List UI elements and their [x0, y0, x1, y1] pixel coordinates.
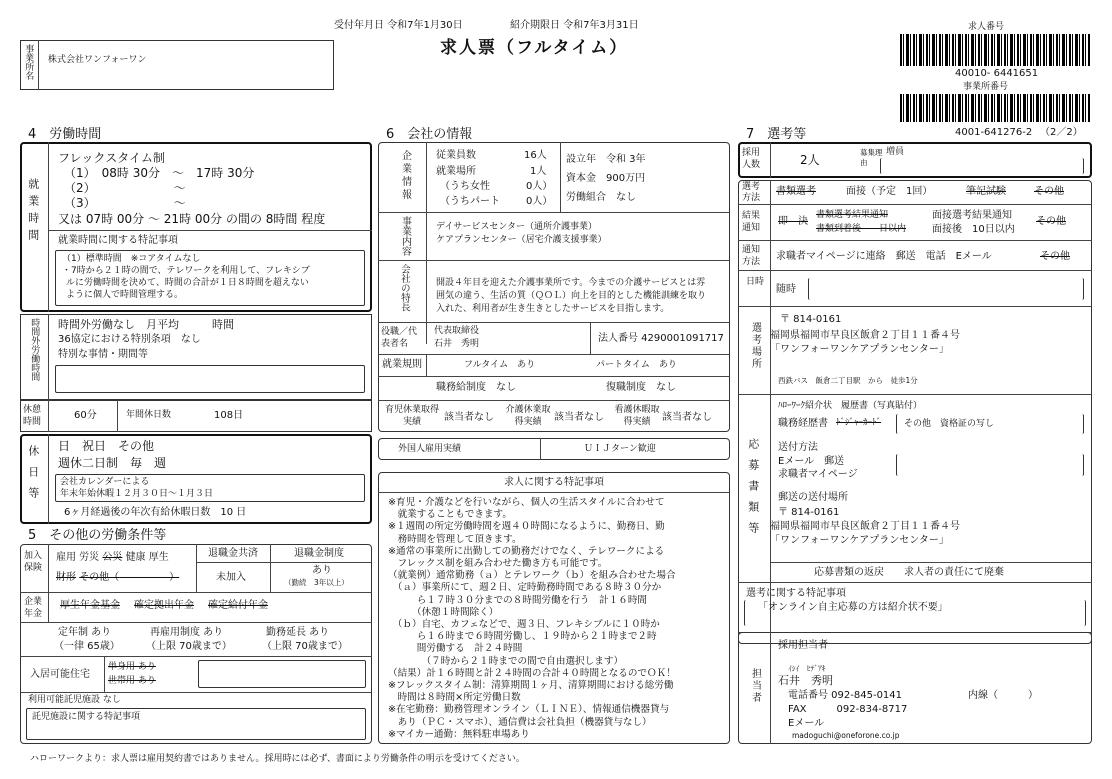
date-bracket — [808, 278, 1084, 300]
uij-turn: ＵＩＪターン歓迎 — [584, 444, 656, 454]
page-number: （2／2） — [1040, 127, 1083, 138]
contact-fax: FAX 092-834-8717 — [788, 704, 908, 715]
mail-zip: 〒 814-0161 — [778, 507, 840, 518]
contact-label: 担当者 — [749, 668, 761, 704]
documents-jobcard: ﾄﾞｼﾞｬｰｶｰﾄﾞ — [836, 418, 882, 428]
job-note: ら１６時まで６時間労働し、１９時から２１時まで２時 — [388, 631, 657, 643]
features-2: 囲気の違う、生活の質（ＱＯＬ）向上を目的とした機能訓練を取り — [436, 291, 707, 301]
selection-address-2: 「ワンフォーワンケアプランセンター」 — [770, 344, 949, 355]
female-count: 0人） — [526, 181, 553, 192]
retirement-age-detail: （一律 65歳） — [54, 641, 120, 652]
founded: 設立年 令和 3年 — [566, 154, 646, 165]
insurance-employment: 雇用 労災 — [56, 552, 100, 563]
send-method-label: 送付方法 — [778, 442, 818, 453]
business-label: 事業内容 — [399, 216, 411, 256]
selection-notes-label: 選考に関する特記事項 — [746, 588, 846, 599]
access: 西鉄バス 飯倉二丁目駅 から 徒歩1分 — [778, 376, 918, 385]
contact-email-label: Eメール — [788, 718, 825, 729]
documents-other: その他 資格証の写し — [904, 419, 995, 429]
documents-resume: 職務経歴書 — [778, 418, 828, 429]
job-number: 40010- 6441651 — [955, 68, 1039, 79]
selection-place-label: 選考場所 — [749, 322, 761, 370]
part-label: （うちパート — [440, 196, 500, 207]
hours-special-2: ・7時から２１時の間で、テレワークを利用して、フレキシブ — [62, 266, 310, 276]
flex-range: 又は 07時 00分 ～ 21時 00分 の間の 8時間 程度 — [58, 212, 326, 226]
break-box — [20, 400, 372, 432]
job-note: ※育児・介護などを行いながら、個人の生活スタイルに合わせて — [388, 497, 665, 508]
date-label: 日時 — [746, 277, 765, 287]
work-extension: 勤務延長 あり — [266, 627, 330, 638]
care-leave-label: 看護休暇取得実績 — [614, 405, 660, 427]
female-label: （うち女性 — [440, 181, 490, 192]
result-interview-days: 面接後 10日以内 — [932, 224, 1015, 235]
holiday-new-year: 年末年始休暇１２月３０日～１月３日 — [60, 489, 214, 499]
insurance-1 — [56, 552, 169, 565]
holiday-label: 休日等 — [26, 445, 40, 508]
hours-row-1: （1） 08時 30分 ～ 17時 30分 — [64, 166, 255, 180]
documents-label: 応募書類等 — [746, 438, 760, 543]
office-number: 4001-641276-2 — [955, 127, 1033, 138]
footer-note: ハローワークより：求人票は雇用契約書ではありません。採用時には必ず、書面により労働条件の明示を受けてください。 — [30, 754, 525, 764]
childcare-special: 託児施設に関する特記事項 — [32, 712, 141, 722]
mutual-aid-label: 退職金共済 — [208, 548, 258, 559]
pension-db: 確定給付年金 — [208, 600, 268, 611]
result-interview: 面接選考結果通知 — [932, 210, 1012, 221]
childcare-label: 利用可能託児施設 なし — [28, 695, 121, 705]
break-label: 休憩時間 — [23, 405, 42, 427]
reason: 増員 — [886, 147, 905, 157]
section-5-title: 5 その他の労働条件等 — [28, 528, 167, 543]
employees-label: 従業員数 — [436, 150, 476, 161]
job-note: ※通常の事業所に出勤しての勤務だけでなく、テレワークによる — [388, 545, 665, 557]
company-info-label: 企業情報 — [399, 150, 411, 202]
nursing-leave-label: 介護休業取得実績 — [505, 405, 551, 427]
result-document: 書類選考結果通知 — [816, 210, 889, 220]
holiday-calendar: 会社カレンダーによる — [60, 477, 150, 487]
capital: 資本金 900万円 — [566, 173, 646, 184]
selection-address: 福岡県福岡市早良区飯倉２丁目１１番４号 — [770, 330, 960, 341]
job-note: ※マイカー通勤：無料駐車場あり — [388, 728, 530, 740]
mutual-aid: 未加入 — [216, 572, 246, 583]
contact-name: 石井 秀明 — [778, 674, 833, 687]
housing-family: 世帯用 あり — [108, 676, 156, 686]
send-method-2: 求職者マイページ — [778, 469, 858, 480]
contact-title: 採用担当者 — [778, 640, 828, 651]
job-note: （結果）計１６時間と計２４時間の合計４０時間となるのでＯＫ！ — [388, 667, 676, 679]
retirement: あり — [312, 565, 332, 576]
mail-address-2: 「ワンフォーワンケアプランセンター」 — [770, 535, 949, 546]
flex-time: フレックスタイム制 — [58, 151, 166, 165]
annual-holiday-label: 年間休日数 — [126, 410, 172, 420]
company-name: 株式会社ワンフォーワン — [48, 55, 147, 65]
pension-fund: 厚生年金基金 — [60, 600, 120, 611]
business-1: デイサービスセンター（通所介護事業） — [436, 222, 598, 232]
care-leave: 該当者なし — [662, 412, 712, 423]
job-notes-list — [388, 497, 676, 741]
work-extension-detail: （上限 70歳まで） — [262, 641, 348, 652]
send-method-1: Eメール 郵送 — [778, 456, 845, 467]
office-number-barcode — [900, 94, 1090, 122]
job-note: ※フレックスタイム制：清算期間１ヶ月、清算期間における総労働 — [388, 680, 674, 692]
job-note: ※在宅勤務：勤務管理オンライン（ＬＩＮＥ）、情報通信機器貸与 — [388, 704, 670, 716]
retirement-label: 退職金制度 — [294, 548, 344, 559]
reason-label: 募集理由 — [860, 148, 883, 167]
overtime-label: 時間外労働時間 — [29, 318, 40, 381]
section-7-title: 7 選考等 — [746, 127, 807, 142]
page-title: 求人票（フルタイム） — [440, 38, 629, 58]
job-number-label: 求人番号 — [968, 22, 1005, 32]
result-notice-label: 結果通知 — [742, 211, 761, 233]
method-interview: 面接（予定 1回） — [846, 186, 933, 197]
insurance-other: その他（ — [79, 572, 120, 583]
insurance-public: 公災 — [102, 552, 123, 563]
section-6-title: 6 会社の情報 — [386, 127, 473, 142]
selection-notes: 「オンライン自主応募の方は紹介状不要」 — [758, 602, 948, 613]
job-note: ※１週間の所定労働時間を週４０時間になるように、勤務日、勤 — [388, 521, 665, 533]
hours-row-3: （3） ～ — [64, 196, 186, 210]
workplace-count: 1人 — [530, 166, 547, 177]
office-number-label: 事業所番号 — [963, 82, 1009, 92]
job-number-barcode — [900, 34, 1090, 66]
documents-1: ﾊﾛｰﾜｰｸ紹介状 履歴書（写真貼付） — [778, 401, 923, 411]
notice-method: 求職者マイページに連絡 郵送 電話 Eメール — [776, 251, 992, 262]
overtime: 時間外労働なし 月平均 時間 — [58, 318, 234, 331]
special-case: 特別な事情・期間等 — [58, 349, 148, 360]
agreement-36: 36協定における特別条項 なし — [58, 334, 201, 345]
insurance-2: 財形 その他（ ） — [56, 572, 180, 583]
pension-label: 企業年金 — [24, 597, 43, 619]
job-note: （ａ）事業所にて、週２日、定時勤務時間である８時３０分か — [388, 582, 662, 594]
insurance-label: 加入保険 — [24, 551, 43, 573]
job-salary-system: 職務給制度 なし — [436, 382, 516, 393]
features-label: 会社の特長 — [398, 264, 410, 312]
job-note: 時間は８時間×所定労働日数 — [388, 692, 521, 704]
employees: 16人 — [524, 150, 547, 161]
result-other: その他 — [1036, 216, 1066, 227]
rehire: 再雇用制度 あり — [150, 627, 224, 638]
job-note: （就業例）通常勤務（ａ）とテレワーク（ｂ）を組み合わせた場合 — [388, 570, 676, 582]
insurance-health: 健康 厚生 — [125, 552, 169, 563]
contact-phone: 電話番号 092-845-0141 — [788, 690, 903, 701]
return-system: 復職制度 なし — [606, 382, 676, 393]
features-3: 入れた、利用者が生き生きとしたサービスを目指します。 — [436, 304, 670, 314]
job-note: 務時間を管理して頂きます。 — [388, 533, 522, 545]
representative-title: 代表取締役 — [434, 326, 480, 336]
job-note: （休憩１時間除く） — [388, 606, 499, 618]
features-1: 開設４年目を迎えた介護事業所です。今までの介護サービスとは雰 — [436, 278, 706, 288]
job-note: フレックス制を組み合わせた働き方も可能です。 — [388, 558, 608, 570]
representative-name: 石井 秀明 — [434, 339, 480, 349]
holiday-days: 日 祝日 その他 — [58, 439, 155, 453]
selection-method-label: 選考方法 — [742, 182, 761, 203]
housing-bracket — [198, 660, 366, 688]
job-note: （ｂ）自宅、カフェなどで、週３日、フレキシブルに１０時か — [388, 619, 660, 631]
break-time: 60分 — [74, 410, 97, 421]
company-name-label: 事業所名 — [23, 44, 34, 80]
job-note: 間労働する 計２４時間 — [388, 643, 523, 655]
referral-deadline: 紹介期限日 令和7年3月31日 — [510, 20, 639, 31]
hours-special-4: ように個人で時間管理する。 — [66, 290, 184, 300]
special-case-bracket — [55, 365, 365, 393]
job-note: （７時から２１時までの間で自由選択します） — [388, 655, 624, 667]
result-immediate: 即 決 — [778, 216, 808, 227]
part-count: 0人） — [526, 196, 553, 207]
housing-single: 単身用 あり — [108, 662, 156, 672]
method-document: 書類選考 — [776, 186, 816, 197]
work-rules-full: フルタイム あり — [464, 360, 536, 370]
work-rules-label: 就業規則 — [382, 359, 422, 370]
mail-address: 福岡県福岡市早良区飯倉２丁目１１番４号 — [770, 521, 960, 532]
work-rules-part: パートタイム あり — [596, 360, 677, 370]
labor-union: 労働組合 なし — [566, 192, 636, 203]
rehire-detail: （上限 70歳まで） — [146, 641, 232, 652]
method-other: その他 — [1034, 186, 1064, 197]
two-day-weekend: 週休二日制 毎 週 — [58, 456, 167, 470]
job-note: ら１７時３０分までの８時間労働を行う 計１６時間 — [388, 594, 648, 606]
section-4-title: 4 労働時間 — [28, 127, 102, 142]
selection-zip: 〒 814-0161 — [780, 314, 842, 325]
foreign-label: 外国人雇用実績 — [398, 444, 462, 454]
notice-other: その他 — [1040, 251, 1070, 262]
working-hours-label: 就業時間 — [26, 178, 40, 246]
annual-holidays: 108日 — [214, 410, 244, 421]
contact-extension: 内線（ ） — [968, 690, 1038, 701]
send-bracket — [896, 454, 1084, 476]
job-notes-title: 求人に関する特記事項 — [504, 477, 604, 488]
result-document-days: 書類到着後 日以内 — [816, 224, 907, 234]
pension-dc: 確定拠出年金 — [134, 600, 194, 611]
hours-row-2: （2） ～ — [64, 181, 186, 195]
mail-place-label: 郵送の送付場所 — [778, 492, 848, 503]
notice-method-label: 通知方法 — [742, 245, 761, 267]
job-note: あり（ＰＣ・スマホ）、通信費は会社負担（機器貸与なし） — [388, 716, 652, 728]
hours-special-label: 就業時間に関する特記事項 — [58, 235, 178, 246]
childcare-leave: 該当者なし — [444, 412, 494, 423]
hours-special-3: ルに労働時間を決めて、時間の合計が１日８時間を超えない — [66, 278, 309, 288]
contact-kana: ｲｼｲ ﾋﾃﾞｱｷ — [788, 664, 826, 673]
hours-special-1: （1）標準時間 ※コアタイムなし — [62, 254, 201, 264]
job-note: 就業することもできます。 — [388, 509, 512, 521]
method-written: 筆記試験 — [966, 186, 1006, 197]
hire-count: 2人 — [800, 153, 820, 167]
workplace-label: 就業場所 — [436, 166, 476, 177]
housing-label: 入居可能住宅 — [30, 669, 90, 680]
business-2: ケアプランセンター（居宅介護支援事業） — [436, 235, 607, 245]
retirement-years: （勤続 3年以上） — [284, 578, 349, 587]
date: 随時 — [776, 284, 796, 295]
received-date: 受付年月日 令和7年1月30日 — [334, 20, 463, 31]
nursing-leave: 該当者なし — [554, 412, 604, 423]
representative-label: 役職／代表者名 — [381, 327, 418, 349]
retirement-age: 定年制 あり — [58, 627, 112, 638]
insurance-zaikei: 財形 — [56, 572, 76, 583]
paid-leave: 6ヶ月経過後の年次有給休暇日数 10 日 — [64, 507, 247, 518]
reason-bracket — [880, 158, 1084, 174]
corporate-number: 法人番号 4290001091717 — [598, 333, 724, 344]
return-documents: 応募書類の返戻 求人者の責任にて廃棄 — [814, 567, 1004, 578]
contact-email: madoguchi@oneforone.co.jp — [792, 731, 900, 740]
hire-count-label: 採用人数 — [742, 148, 761, 170]
childcare-leave-label: 育児休業取得実績 — [384, 405, 439, 427]
